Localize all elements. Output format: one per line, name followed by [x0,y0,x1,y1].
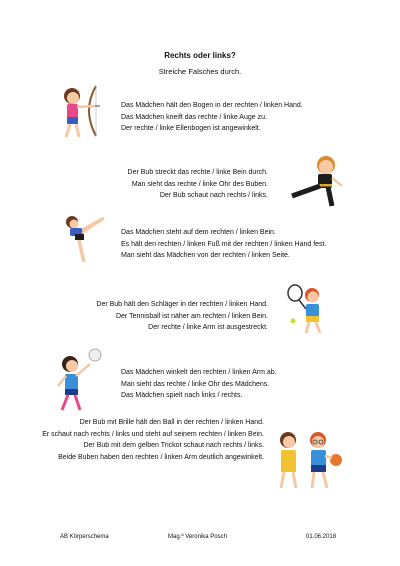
sentence: Der rechte / linke Arm ist ausgestreckt. [148,324,268,331]
section-basketball-text [28,417,264,463]
sentence: Das Mädchen hält den Bogen in der rechten / linken Hand. [121,102,303,109]
tennis-boy-illustration [286,283,330,335]
sentence: Das Mädchen kneift das rechte / linke Auge zu. [121,113,267,121]
section-yoga-text [121,227,343,262]
basketball-boys-illustration [272,428,348,494]
yoga-girl-illustration [60,214,110,266]
sentence: Beide Buben haben den rechten / linken Arm deutlich angewinkelt. [58,453,264,461]
sentence: Der Bub hält den Schläger in der rechten / linken Hand. [96,301,268,308]
section-karate-text [60,167,268,202]
section-archer-text [121,100,361,135]
sentence: Es hält den rechten / linken Fuß mit der rechten / linken Hand fest. [121,240,327,248]
sentence: Man sieht das rechte / linke Ohr des Mädchens. [121,380,270,388]
sentence: Das Mädchen steht auf dem rechten / linken Bein. [121,229,276,236]
sentence: Der Tennisball ist näher am rechten / linken Bein. [115,312,268,320]
sentence: Er schaut nach rechts / links und steht auf seinem rechten / linken Bein. [42,430,264,438]
sentence: Der Bub streckt das rechte / linke Bein durch. [127,169,268,176]
sentence: Der Bub mit Brille hält den Ball in der rechten / linken Hand. [79,419,264,426]
worksheet-instruction: Streiche Falsches durch. [158,67,242,76]
footer-left: AB Körperschema [60,534,109,540]
sentence: Der Bub mit dem gelben Trickot schaut nach rechts / links. [83,442,264,449]
sentence: Man sieht das rechte / linke Ohr des Buben. [131,180,268,188]
section-tennis-text [38,299,268,334]
sentence: Das Mädchen spielt nach links / rechts. [121,392,243,399]
footer-author: Mag.ª Veronika Posch [168,534,227,540]
volleyball-girl-illustration [50,348,106,414]
archer-girl-illustration [52,84,106,140]
section-volleyball-text [121,367,343,402]
sentence: Der Bub schaut nach rechts / links. [159,192,268,199]
sentence: Der rechte / linke Ellenbogen ist angewinkelt. [121,125,261,132]
footer-date: 01.06.2018 [306,534,337,540]
sentence: Das Mädchen winkelt den rechten / linken Arm ab. [121,369,277,376]
sentence: Man sieht das Mädchen von der rechten / linken Seite. [121,252,290,259]
worksheet-title: Rechts oder links? [164,51,236,60]
karate-boy-illustration [286,154,346,210]
